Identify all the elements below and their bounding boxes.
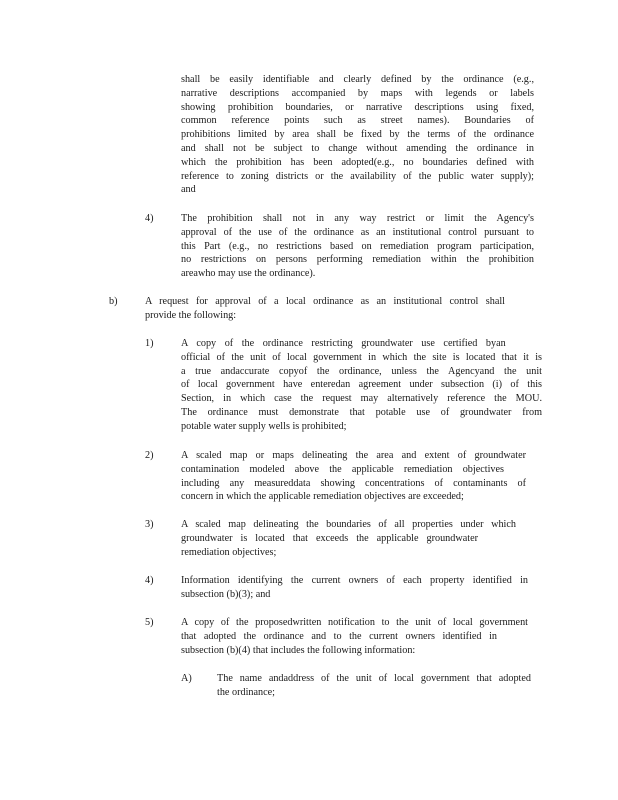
text-line: this Part (e.g., no restrictions based on remediation program participation,: [181, 240, 534, 252]
item-label: 5): [145, 617, 154, 628]
text-line: prohibitions limited by area shall be fixed by the terms of the ordinance: [181, 129, 534, 141]
text-line: provide the following:: [145, 309, 237, 321]
text-line: A scaled map delineating the boundaries of all properties under which: [181, 519, 516, 530]
item-label: 3): [145, 519, 154, 530]
item-b2-paragraph: [181, 449, 526, 504]
text-line: narrative descriptions accompanied by maps with legends or labels: [181, 87, 534, 99]
text-line: no restrictions on persons performing remediation within the prohibition: [181, 254, 534, 266]
text-line: remediation objectives;: [181, 546, 277, 558]
item-b3-paragraph: [181, 518, 516, 559]
text-line: which the prohibition has been adopted(e.g., no boundaries defined with: [181, 156, 534, 168]
text-line: shall be easily identifiable and clearly defined by the ordinance (e.g.,: [181, 74, 534, 85]
text-line: reference to zoning districts or the availability of the public water supply);: [181, 170, 534, 182]
text-line: subsection (b)(3); and: [181, 588, 271, 600]
continuation-paragraph: [181, 73, 534, 197]
item-label: 4): [145, 575, 154, 586]
text-line: that adopted the ordinance and to the current owners identified in: [181, 630, 497, 642]
item-label: 4): [145, 213, 154, 224]
text-line: Information identifying the current owners of each property identified in: [181, 575, 528, 586]
text-line: common reference points such as street names). Boundaries of: [181, 115, 534, 127]
text-line: The prohibition shall not in any way restrict or limit the Agency's: [181, 213, 534, 224]
text-line: of local government have enteredan agreement under subsection (i) of this: [181, 379, 542, 391]
text-line: A scaled map or maps delineating the area and extent of groundwater: [181, 450, 526, 461]
text-line: Section, in which case the request may alternatively reference the MOU.: [181, 393, 542, 405]
item-b4-paragraph: [181, 574, 528, 602]
text-line: including any measureddata showing concentrations of contaminants of: [181, 477, 526, 489]
text-line: subsection (b)(4) that includes the following information:: [181, 644, 416, 656]
item-b5-paragraph: [181, 616, 528, 657]
text-line: A copy of the ordinance restricting groundwater use certified byan: [181, 338, 506, 349]
item-b5A-paragraph: [217, 672, 531, 700]
text-line: and shall not be subject to change without amending the ordinance in: [181, 142, 534, 154]
section-label: b): [109, 296, 118, 307]
text-line: areawho may use the ordinance).: [181, 268, 316, 280]
text-line: groundwater is located that exceeds the applicable groundwater: [181, 532, 478, 544]
text-line: The name andaddress of the unit of local government that adopted: [217, 673, 531, 684]
text-line: and: [181, 184, 196, 196]
item-b1-paragraph: [181, 337, 542, 434]
item-label: 2): [145, 450, 154, 461]
item-a4-paragraph: [181, 212, 534, 281]
text-line: a true andaccurate copyof the ordinance, unless the Agencyand the unit: [181, 365, 542, 377]
section-b-paragraph: [145, 295, 505, 323]
text-line: contamination modeled above the applicable remediation objectives: [181, 463, 504, 475]
text-line: concern in which the applicable remediation objectives are exceeded;: [181, 491, 464, 503]
subitem-label: A): [181, 673, 192, 684]
text-line: approval of the use of the ordinance as an institutional control pursuant to: [181, 226, 534, 238]
text-line: potable water supply wells is prohibited;: [181, 420, 347, 432]
text-line: A request for approval of a local ordinance as an institutional control shall: [145, 296, 505, 307]
item-label: 1): [145, 338, 154, 349]
text-line: official of the unit of local government in which the site is located that it is: [181, 351, 542, 363]
text-line: The ordinance must demonstrate that potable use of groundwater from: [181, 406, 542, 418]
text-line: A copy of the proposedwritten notification to the unit of local government: [181, 617, 528, 628]
text-line: showing prohibition boundaries, or narrative descriptions using fixed,: [181, 101, 534, 113]
text-line: the ordinance;: [217, 686, 275, 698]
